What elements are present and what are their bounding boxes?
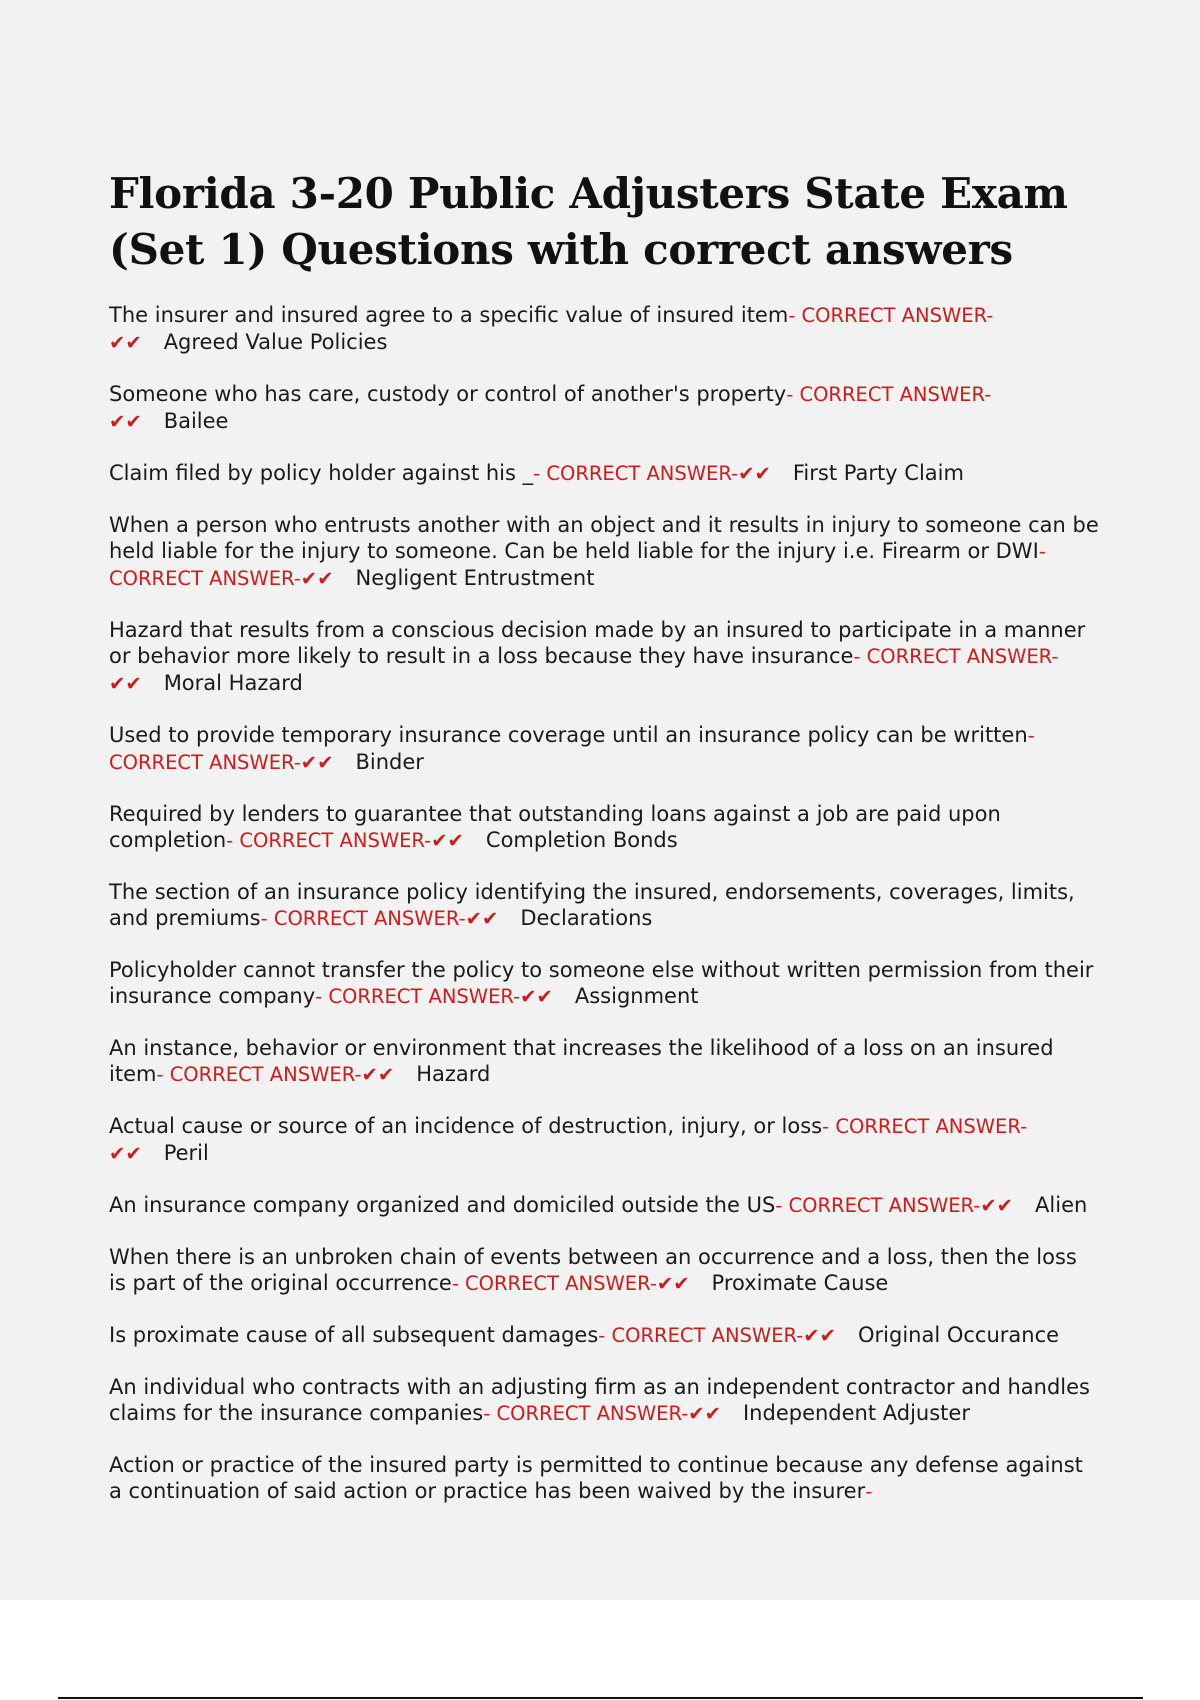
qa-item	[109, 1244, 1099, 1297]
question-text: Someone who has care, custody or control of another's property	[109, 382, 787, 406]
question-text: An individual who contracts with an adjusting firm as an independent contractor and handles claims for the insurance companies	[109, 1375, 1090, 1425]
correct-answer-marker: - CORRECT ANSWER-✔✔	[109, 645, 1059, 695]
question-text: Action or practice of the insured party is permitted to continue because any defense against a continuation of said action or practice has been waived by the insurer	[109, 1453, 1083, 1503]
question-text: Actual cause or source of an incidence of destruction, injury, or loss	[109, 1114, 823, 1138]
qa-item	[109, 381, 1099, 435]
qa-item	[109, 1113, 1099, 1167]
answer-text: First Party Claim	[792, 461, 964, 485]
answer-text: Assignment	[574, 984, 699, 1008]
answer-text: Independent Adjuster	[742, 1401, 970, 1425]
question-text: Required by lenders to guarantee that outstanding loans against a job are paid upon completion	[109, 802, 1001, 852]
question-text: The section of an insurance policy identifying the insured, endorsements, coverages, limits, and premiums	[109, 880, 1075, 930]
answer-text: Completion Bonds	[485, 828, 678, 852]
answer-text: Proximate Cause	[711, 1271, 889, 1295]
correct-answer-marker: - CORRECT ANSWER-✔✔	[483, 1402, 721, 1425]
question-text: Claim filed by policy holder against his _	[109, 461, 534, 485]
footer-rule	[58, 1697, 1143, 1699]
correct-answer-marker: - CORRECT ANSWER-✔✔	[109, 383, 992, 433]
question-text: An insurance company organized and domiciled outside the US	[109, 1193, 776, 1217]
question-text: When a person who entrusts another with an object and it results in injury to someone can be held liable for the injury to someone. Can be held liable for the injury i.e. Firearm or DWI	[109, 513, 1099, 563]
answer-text: Hazard	[416, 1062, 491, 1086]
answer-text: Declarations	[520, 906, 653, 930]
question-text: When there is an unbroken chain of events between an occurrence and a loss, then the loss is part of the original occurrence	[109, 1245, 1077, 1295]
page-title: Florida 3-20 Public Adjusters State Exam (Set 1) Questions with correct answers	[109, 169, 1068, 274]
answer-text: Moral Hazard	[163, 671, 303, 695]
question-text: Is proximate cause of all subsequent damages	[109, 1323, 599, 1347]
correct-answer-marker: - CORRECT ANSWER-✔✔	[109, 724, 1035, 774]
qa-item	[109, 801, 1099, 854]
qa-item	[109, 722, 1099, 776]
qa-item	[109, 879, 1099, 932]
correct-answer-marker: - CORRECT ANSWER-✔✔	[315, 985, 553, 1008]
document-content	[109, 166, 1099, 1530]
answer-text: Bailee	[163, 409, 229, 433]
qa-item	[109, 1452, 1099, 1505]
correct-answer-marker: - CORRECT ANSWER-✔✔	[260, 907, 499, 930]
qa-item	[109, 302, 1099, 356]
question-text: The insurer and insured agree to a specific value of insured item	[109, 303, 789, 327]
qa-item	[109, 617, 1099, 697]
qa-item	[109, 957, 1099, 1010]
qa-item	[109, 1192, 1099, 1219]
answer-text: Negligent Entrustment	[355, 566, 595, 590]
answer-text: Peril	[163, 1141, 209, 1165]
answer-text: Agreed Value Policies	[163, 330, 388, 354]
trailing-marker: -	[865, 1480, 873, 1503]
answer-text: Original Occurance	[858, 1323, 1060, 1347]
correct-answer-marker: - CORRECT ANSWER-✔✔	[109, 1115, 1028, 1165]
correct-answer-marker: - CORRECT ANSWER-✔✔	[598, 1324, 836, 1347]
qa-item	[109, 512, 1099, 592]
correct-answer-marker: - CORRECT ANSWER-✔✔	[109, 304, 994, 354]
qa-item	[109, 460, 1099, 487]
correct-answer-marker: - CORRECT ANSWER-✔✔	[533, 462, 771, 485]
correct-answer-marker: - CORRECT ANSWER-✔✔	[451, 1272, 690, 1295]
qa-item	[109, 1374, 1099, 1427]
question-text: Used to provide temporary insurance coverage until an insurance policy can be written	[109, 723, 1028, 747]
correct-answer-marker: - CORRECT ANSWER-✔✔	[226, 829, 464, 852]
qa-item	[109, 1322, 1099, 1349]
question-text: Hazard that results from a conscious decision made by an insured to participate in a manner or behavior more likely to result in a loss because they have insurance	[109, 618, 1086, 668]
question-text: An instance, behavior or environment that increases the likelihood of a loss on an insured item	[109, 1036, 1054, 1086]
correct-answer-marker: - CORRECT ANSWER-✔✔	[775, 1194, 1014, 1217]
answer-text: Alien	[1035, 1193, 1088, 1217]
correct-answer-marker: - CORRECT ANSWER-✔✔	[156, 1063, 395, 1086]
correct-answer-marker: - CORRECT ANSWER-✔✔	[109, 540, 1046, 590]
answer-text: Binder	[355, 750, 424, 774]
qa-item	[109, 1035, 1099, 1088]
question-text: Policyholder cannot transfer the policy to someone else without written permission from their insurance company	[109, 958, 1094, 1008]
